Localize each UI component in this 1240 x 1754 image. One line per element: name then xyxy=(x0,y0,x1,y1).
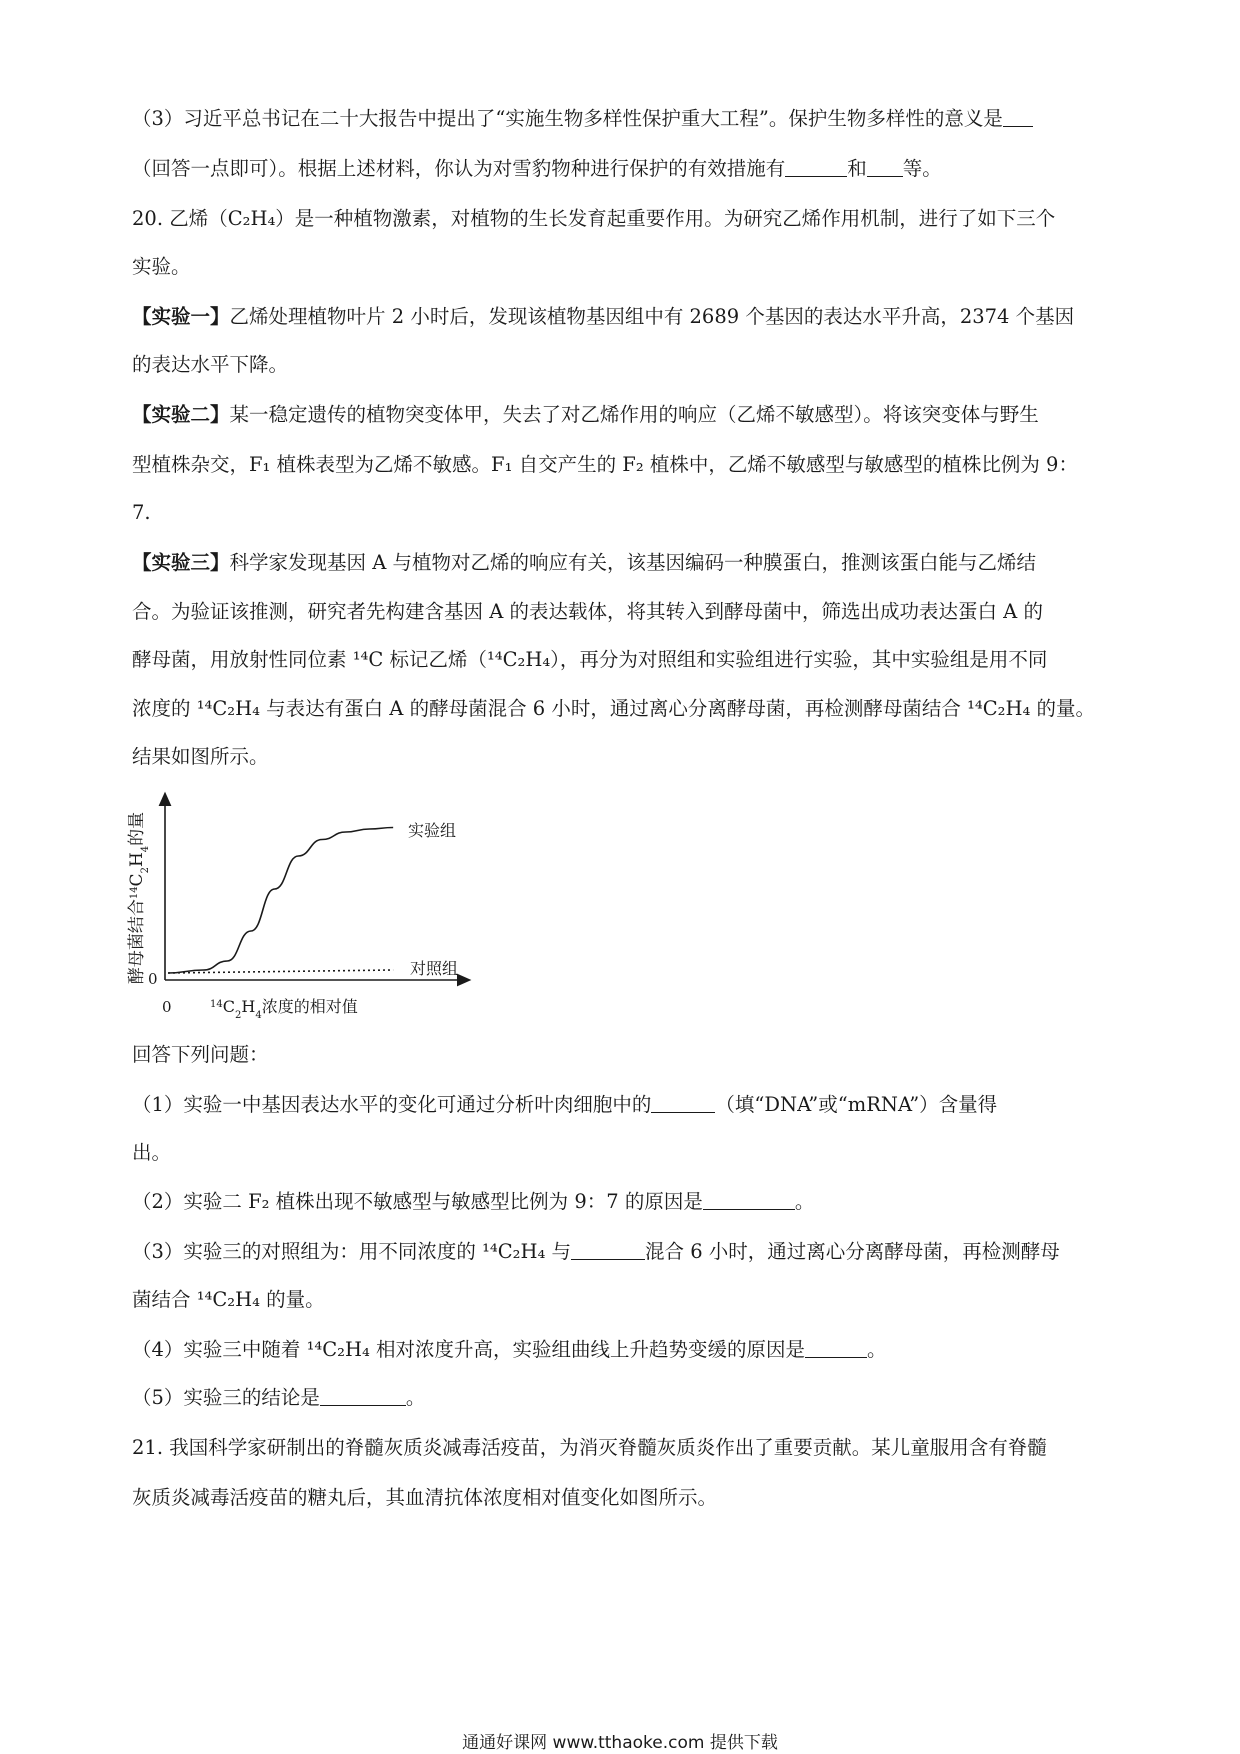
answer-blank xyxy=(785,158,847,177)
experimental-curve xyxy=(168,828,393,974)
exp2-tag: 【实验二】 xyxy=(132,403,230,426)
a2-text: （2）实验二 F₂ 植株出现不敏感型与敏感型比例为 9：7 的原因是 xyxy=(132,1190,703,1213)
answer-blank xyxy=(651,1094,715,1113)
a3-text2: 混合 6 小时，通过离心分离酵母菌，再检测酵母 xyxy=(645,1240,1060,1263)
x-axis-label: $^{14}C_2H_4$浓度的相对值 xyxy=(210,997,358,1021)
q20-a2-line xyxy=(132,1187,1132,1217)
binding-curve-chart xyxy=(120,790,480,1025)
x-origin-label: 0 xyxy=(162,998,172,1016)
a1-text2: （填“DNA”或“mRNA”）含量得 xyxy=(715,1093,998,1116)
exp3-line5: 结果如图所示。 xyxy=(132,745,269,768)
answer-blank xyxy=(571,1241,645,1260)
exp3-tag: 【实验三】 xyxy=(132,551,230,574)
q20-a1-line1 xyxy=(132,1090,1132,1120)
exp1-line2: 的表达水平下降。 xyxy=(132,353,289,376)
exp2-text1: 某一稳定遗传的植物突变体甲，失去了对乙烯作用的响应（乙烯不敏感型）。将该突变体与野生 xyxy=(229,403,1039,426)
exp1-line1 xyxy=(132,302,1132,332)
y-axis-label: 酵母菌结合$^{14}C_2H_4$的量 xyxy=(127,811,151,985)
q20-intro-line2: 实验。 xyxy=(132,255,191,278)
a5-end: 。 xyxy=(405,1386,426,1409)
a4-text: （4）实验三中随着 ¹⁴C₂H₄ 相对浓度升高，实验组曲线上升趋势变缓的原因是 xyxy=(132,1338,805,1361)
q19-3-text2c: 等。 xyxy=(902,157,942,180)
q21-line2: 灰质炎减毒活疫苗的糖丸后，其血清抗体浓度相对值变化如图所示。 xyxy=(132,1486,718,1509)
control-group-label: 对照组 xyxy=(410,959,459,978)
answer-blank xyxy=(1003,108,1033,127)
a5-text: （5）实验三的结论是 xyxy=(132,1386,320,1409)
exp3-line4: 浓度的 ¹⁴C₂H₄ 与表达有蛋白 A 的酵母菌混合 6 小时，通过离心分离酵母菌，再检测酵母菌结合 ¹⁴C₂H₄ 的量。 xyxy=(132,697,1095,720)
a1-text1: （1）实验一中基因表达水平的变化可通过分析叶肉细胞中的 xyxy=(132,1093,652,1116)
q20-a3-line2: 菌结合 ¹⁴C₂H₄ 的量。 xyxy=(132,1288,325,1311)
answer-blank xyxy=(867,158,903,177)
answer-blank xyxy=(805,1339,867,1358)
q19-3-text2a: （回答一点即可）。根据上述材料，你认为对雪豹物种进行保护的有效措施有 xyxy=(132,157,786,180)
exp3-text1: 科学家发现基因 A 与植物对乙烯的响应有关，该基因编码一种膜蛋白，推测该蛋白能与乙烯结 xyxy=(229,551,1036,574)
answer-blank xyxy=(703,1191,795,1210)
exp1-tag: 【实验一】 xyxy=(132,305,230,328)
y-origin-label: 0 xyxy=(148,970,158,988)
exp3-line2: 合。为验证该推测，研究者先构建含基因 A 的表达载体，将其转入到酵母菌中，筛选出成功表达蛋白 A 的 xyxy=(132,600,1043,623)
q19-3-text1: （3）习近平总书记在二十大报告中提出了“实施生物多样性保护重大工程”。保护生物多样性的意义是 xyxy=(132,107,1003,130)
q20-a3-line1 xyxy=(132,1237,1132,1267)
exp1-text1: 乙烯处理植物叶片 2 小时后，发现该植物基因组中有 2689 个基因的表达水平升高，2374 个基因 xyxy=(229,305,1075,328)
answer-intro: 回答下列问题： xyxy=(132,1043,269,1066)
exp3-line3: 酵母菌，用放射性同位素 ¹⁴C 标记乙烯（¹⁴C₂H₄），再分为对照组和实验组进行实验，其中实验组是用不同 xyxy=(132,648,1048,671)
q20-a4-line xyxy=(132,1335,1132,1365)
q19-3-text2b: 和 xyxy=(847,157,867,180)
q20-a1-line2: 出。 xyxy=(132,1141,172,1164)
exp2-line1 xyxy=(132,400,1132,430)
experimental-group-label: 实验组 xyxy=(408,821,457,840)
exp2-line2: 型植株杂交，F₁ 植株表型为乙烯不敏感。F₁ 自交产生的 F₂ 植株中，乙烯不敏感型与敏感型的植株比例为 9： xyxy=(132,453,1078,476)
footer-credit: 通通好课网 www.tthaoke.com 提供下载 xyxy=(462,1733,778,1753)
q20-a5-line xyxy=(132,1383,1132,1413)
q20-intro-line1: 20. 乙烯（C₂H₄）是一种植物激素，对植物的生长发育起重要作用。为研究乙烯作用机制，进行了如下三个 xyxy=(132,207,1056,230)
a3-text1: （3）实验三的对照组为：用不同浓度的 ¹⁴C₂H₄ 与 xyxy=(132,1240,571,1263)
exp2-line3: 7. xyxy=(132,501,151,524)
q19-3-line1 xyxy=(132,104,1132,134)
answer-blank xyxy=(320,1387,406,1406)
a2-end: 。 xyxy=(794,1190,815,1213)
exp3-line1 xyxy=(132,548,1132,578)
a4-end: 。 xyxy=(867,1338,887,1361)
q21-line1: 21. 我国科学家研制出的脊髓灰质炎减毒活疫苗，为消灭脊髓灰质炎作出了重要贡献。某儿童服用含有脊髓 xyxy=(132,1436,1047,1459)
q19-3-line2 xyxy=(132,154,1132,184)
